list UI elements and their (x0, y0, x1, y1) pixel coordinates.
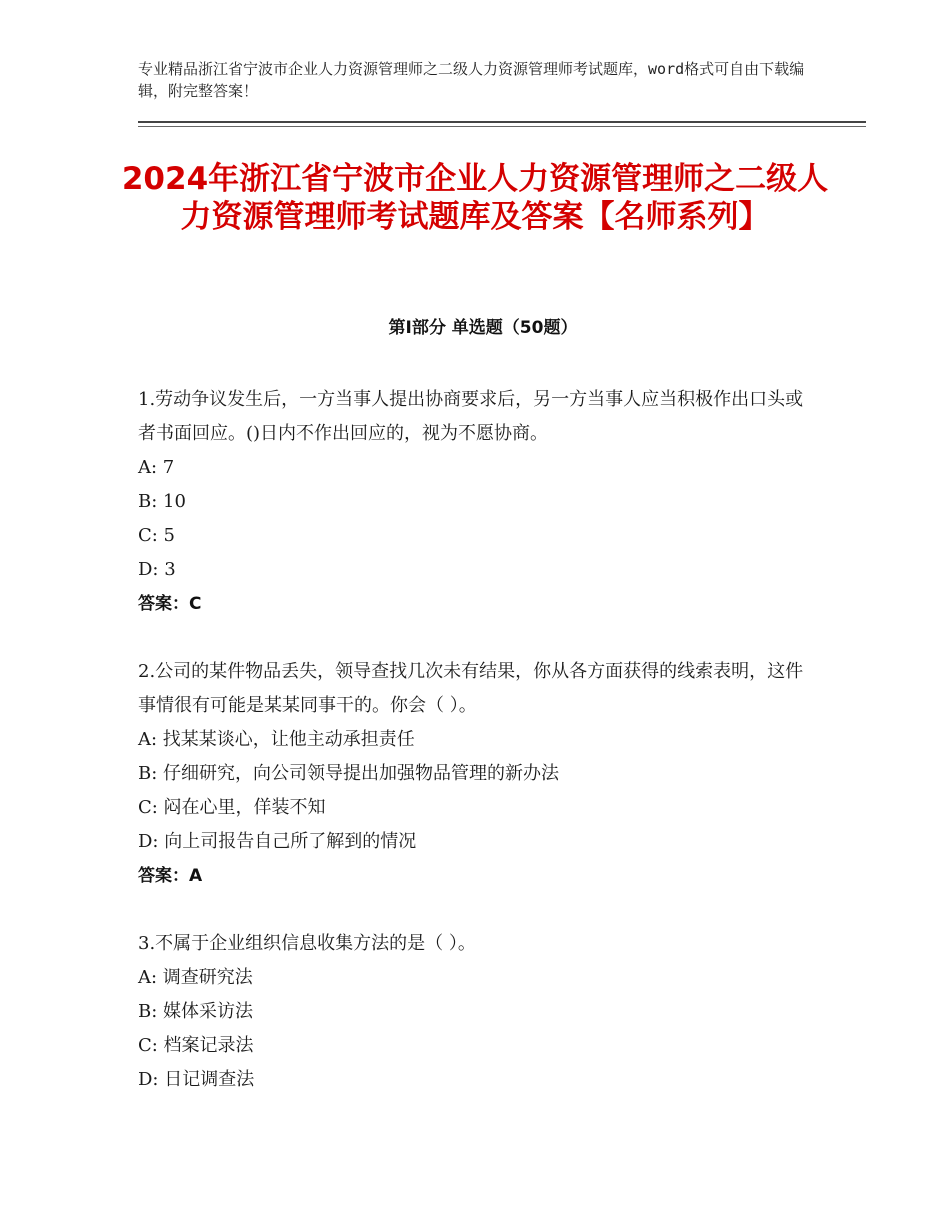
option-a: A: 调查研究法 (138, 967, 253, 988)
option-c: C: 闷在心里，佯装不知 (138, 797, 326, 818)
question-3 (138, 927, 818, 1097)
option-a: A: 7 (138, 457, 175, 478)
option-d: D: 日记调查法 (138, 1069, 255, 1090)
question-2 (138, 655, 818, 893)
option-a: A: 找某某谈心，让他主动承担责任 (138, 729, 415, 750)
header-rule-thick (138, 121, 866, 123)
option-b: B: 仔细研究，向公司领导提出加强物品管理的新办法 (138, 763, 560, 784)
option-c: C: 5 (138, 525, 176, 546)
header-rule-thin (138, 126, 866, 127)
answer: 答案：C (138, 594, 202, 614)
question-1 (138, 383, 818, 621)
answer: 答案：A (138, 866, 203, 886)
option-b: B: 10 (138, 491, 186, 512)
section-title: 第Ⅰ部分 单选题（50题） (388, 318, 578, 338)
document-title: 2024年浙江省宁波市企业人力资源管理师之二级人力资源管理师考试题库及答案【名师系列】 (121, 161, 829, 235)
option-d: D: 3 (138, 559, 176, 580)
option-c: C: 档案记录法 (138, 1035, 254, 1056)
option-d: D: 向上司报告自己所了解到的情况 (138, 831, 417, 852)
question-list (138, 383, 818, 1131)
question-stem: 3.不属于企业组织信息收集方法的是（ ）。 (138, 933, 476, 954)
option-b: B: 媒体采访法 (138, 1001, 254, 1022)
question-stem: 1.劳动争议发生后，一方当事人提出协商要求后，另一方当事人应当积极作出口头或者书面回应。()日内不作出回应的，视为不愿协商。 (138, 389, 804, 444)
header-note: 专业精品浙江省宁波市企业人力资源管理师之二级人力资源管理师考试题库，word格式可自由下载编辑，附完整答案！ (138, 60, 805, 100)
question-stem: 2.公司的某件物品丢失，领导查找几次未有结果，你从各方面获得的线索表明，这件事情很有可能是某某同事干的。你会（ ）。 (138, 661, 804, 716)
